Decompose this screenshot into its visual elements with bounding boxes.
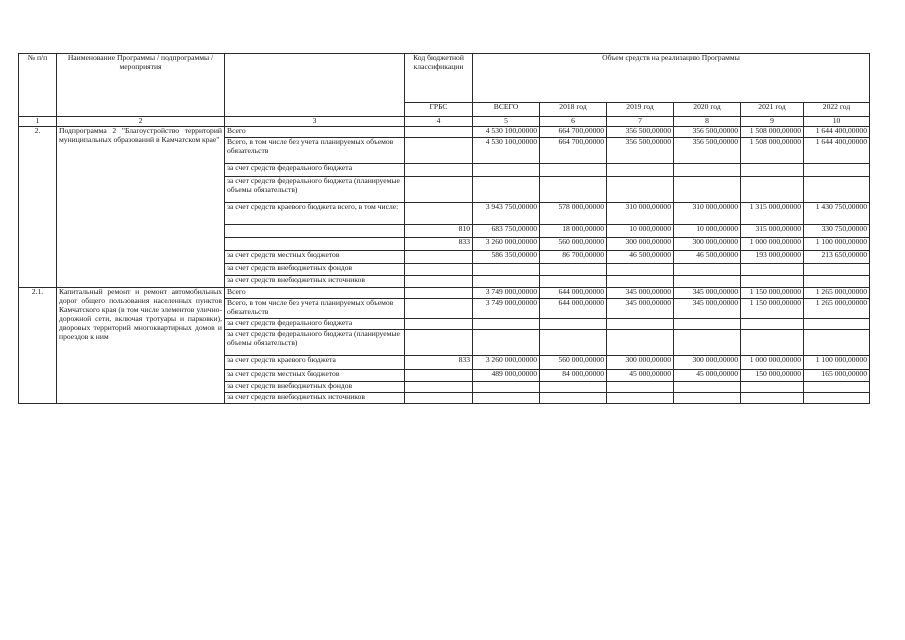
- row-grbs: [405, 138, 473, 164]
- header-empty: [225, 54, 405, 117]
- row-value: [607, 382, 674, 393]
- row-label: за счет средств местных бюджетов: [225, 370, 405, 382]
- row-value: [741, 177, 804, 203]
- row-value: [540, 177, 607, 203]
- header-num: № п/п: [19, 54, 57, 117]
- row-value: [741, 319, 804, 330]
- row-value: [741, 264, 804, 276]
- row-value: 644 000,00000: [540, 288, 607, 299]
- column-number: 9: [741, 117, 804, 127]
- header-name: Наименование Программы / подпрограммы / мероприятия: [57, 54, 225, 117]
- row-grbs: [405, 276, 473, 288]
- header-year: 2020 год: [674, 103, 741, 117]
- row-label: за счет средств федерального бюджета: [225, 164, 405, 177]
- row-value: 1 430 750,00000: [804, 203, 870, 225]
- row-value: 560 000,00000: [540, 356, 607, 370]
- row-value: 10 000,00000: [607, 225, 674, 238]
- row-value: 1 508 000,00000: [741, 127, 804, 138]
- row-value: 560 000,00000: [540, 238, 607, 251]
- row-value: [674, 264, 741, 276]
- row-value: [473, 276, 540, 288]
- row-label: за счет средств краевого бюджета всего, в том числе:: [225, 203, 405, 225]
- row-value: [473, 393, 540, 404]
- row-value: 300 000,00000: [674, 238, 741, 251]
- row-label: за счет средств краевого бюджета: [225, 356, 405, 370]
- row-value: [607, 330, 674, 356]
- row-value: [804, 177, 870, 203]
- row-value: [540, 382, 607, 393]
- row-grbs: [405, 299, 473, 319]
- row-value: 3 260 000,00000: [473, 356, 540, 370]
- row-grbs: [405, 370, 473, 382]
- row-value: [607, 164, 674, 177]
- row-grbs: [405, 264, 473, 276]
- row-grbs: [405, 382, 473, 393]
- row-grbs: [405, 251, 473, 264]
- section-name: Подпрограмма 2 "Благоустройство территорий муниципальных образований в Камчатском крае": [57, 127, 225, 288]
- row-value: [473, 264, 540, 276]
- header-year: 2019 год: [607, 103, 674, 117]
- row-value: [473, 164, 540, 177]
- row-grbs: [405, 393, 473, 404]
- row-value: 300 000,00000: [674, 356, 741, 370]
- row-value: 315 000,00000: [741, 225, 804, 238]
- column-number: 3: [225, 117, 405, 127]
- header-year: 2018 год: [540, 103, 607, 117]
- row-value: [741, 330, 804, 356]
- column-number: 8: [674, 117, 741, 127]
- row-value: 345 000,00000: [607, 288, 674, 299]
- row-value: 1 100 000,00000: [804, 238, 870, 251]
- row-value: 1 644 400,00000: [804, 138, 870, 164]
- row-value: 1 000 000,00000: [741, 356, 804, 370]
- row-value: 1 644 400,00000: [804, 127, 870, 138]
- row-grbs: [405, 319, 473, 330]
- row-value: [607, 177, 674, 203]
- row-value: 1 150 000,00000: [741, 299, 804, 319]
- row-value: 4 530 100,00000: [473, 138, 540, 164]
- row-value: [473, 319, 540, 330]
- row-label: [225, 225, 405, 238]
- row-grbs: [405, 330, 473, 356]
- row-value: 345 000,00000: [674, 299, 741, 319]
- column-number: 2: [57, 117, 225, 127]
- column-number: 10: [804, 117, 870, 127]
- row-value: [674, 319, 741, 330]
- row-value: [607, 264, 674, 276]
- row-grbs: 833: [405, 238, 473, 251]
- row-value: 18 000,00000: [540, 225, 607, 238]
- row-label: за счет средств местных бюджетов: [225, 251, 405, 264]
- program-funding-table: [18, 53, 870, 404]
- row-value: [540, 264, 607, 276]
- row-label: за счет средств федерального бюджета: [225, 319, 405, 330]
- row-value: 86 700,00000: [540, 251, 607, 264]
- row-value: [741, 382, 804, 393]
- section-number: 2.: [19, 127, 57, 288]
- row-value: 310 000,00000: [674, 203, 741, 225]
- row-value: 578 000,00000: [540, 203, 607, 225]
- row-value: 300 000,00000: [607, 356, 674, 370]
- header-code: Код бюджетной классификации: [405, 54, 473, 103]
- row-value: [607, 276, 674, 288]
- row-value: 1 150 000,00000: [741, 288, 804, 299]
- row-label: за счет средств внебюджетных источников: [225, 276, 405, 288]
- header-total: ВСЕГО: [473, 103, 540, 117]
- row-value: [674, 164, 741, 177]
- row-value: [804, 393, 870, 404]
- row-value: 213 650,00000: [804, 251, 870, 264]
- row-value: 3 749 000,00000: [473, 288, 540, 299]
- row-value: [804, 264, 870, 276]
- row-label: за счет средств федерального бюджета (планируемые объемы обязательств): [225, 330, 405, 356]
- row-value: 1 265 000,00000: [804, 299, 870, 319]
- header-volume: Объем средств на реализацию Программы: [473, 54, 870, 103]
- row-value: [674, 393, 741, 404]
- column-number: 6: [540, 117, 607, 127]
- header-year: 2022 год: [804, 103, 870, 117]
- row-value: [473, 177, 540, 203]
- row-label: Всего: [225, 288, 405, 299]
- row-value: 356 500,00000: [674, 127, 741, 138]
- section-number: 2.1.: [19, 288, 57, 404]
- row-value: [741, 393, 804, 404]
- row-value: 165 000,00000: [804, 370, 870, 382]
- row-value: 84 000,00000: [540, 370, 607, 382]
- row-value: 300 000,00000: [607, 238, 674, 251]
- row-value: 4 530 100,00000: [473, 127, 540, 138]
- row-value: [473, 330, 540, 356]
- row-value: [674, 330, 741, 356]
- row-value: 356 500,00000: [607, 138, 674, 164]
- table-row: [19, 127, 870, 138]
- row-value: [741, 276, 804, 288]
- column-number: 4: [405, 117, 473, 127]
- row-value: 150 000,00000: [741, 370, 804, 382]
- row-value: [540, 276, 607, 288]
- row-value: [607, 393, 674, 404]
- row-value: [674, 276, 741, 288]
- row-value: [473, 382, 540, 393]
- section-2: [19, 127, 870, 288]
- row-value: 586 350,00000: [473, 251, 540, 264]
- row-label: за счет средств федерального бюджета (планируемые объемы обязательств): [225, 177, 405, 203]
- row-value: 664 700,00000: [540, 127, 607, 138]
- row-grbs: [405, 164, 473, 177]
- row-value: 10 000,00000: [674, 225, 741, 238]
- row-value: [540, 319, 607, 330]
- row-value: 1 265 000,00000: [804, 288, 870, 299]
- row-value: 1 508 000,00000: [741, 138, 804, 164]
- row-grbs: [405, 177, 473, 203]
- row-value: 3 943 750,00000: [473, 203, 540, 225]
- header-year: 2021 год: [741, 103, 804, 117]
- row-value: [804, 276, 870, 288]
- column-number: 1: [19, 117, 57, 127]
- section-name: Капитальный ремонт и ремонт автомобильных дорог общего пользования населенных пунктов Камчатского края (в том числе элементов улично-дорожной сети, включая тротуары и парковки), дворовых территорий многоквартирных домов и проездов к ним: [57, 288, 225, 404]
- row-value: 489 000,00000: [473, 370, 540, 382]
- row-value: 1 000 000,00000: [741, 238, 804, 251]
- column-number: 5: [473, 117, 540, 127]
- row-grbs: [405, 127, 473, 138]
- table-row: [19, 288, 870, 299]
- row-value: 356 500,00000: [607, 127, 674, 138]
- row-value: [804, 319, 870, 330]
- row-value: 356 500,00000: [674, 138, 741, 164]
- row-value: [741, 164, 804, 177]
- row-value: [540, 330, 607, 356]
- row-value: 46 500,00000: [607, 251, 674, 264]
- row-grbs: [405, 288, 473, 299]
- row-value: 664 700,00000: [540, 138, 607, 164]
- row-value: 310 000,00000: [607, 203, 674, 225]
- row-label: за счет средств внебюджетных источников: [225, 393, 405, 404]
- row-value: [607, 319, 674, 330]
- row-value: 3 749 000,00000: [473, 299, 540, 319]
- row-value: 345 000,00000: [674, 288, 741, 299]
- row-value: 45 000,00000: [674, 370, 741, 382]
- row-value: [540, 393, 607, 404]
- row-label: Всего, в том числе без учета планируемых объемов обязательств: [225, 299, 405, 319]
- row-grbs: 810: [405, 225, 473, 238]
- column-number: 7: [607, 117, 674, 127]
- row-value: 45 000,00000: [607, 370, 674, 382]
- row-label: Всего: [225, 127, 405, 138]
- row-value: [540, 164, 607, 177]
- row-value: [674, 382, 741, 393]
- row-value: 1 315 000,00000: [741, 203, 804, 225]
- row-grbs: 833: [405, 356, 473, 370]
- row-value: 3 260 000,00000: [473, 238, 540, 251]
- row-value: [804, 164, 870, 177]
- row-value: 330 750,00000: [804, 225, 870, 238]
- row-value: 345 000,00000: [607, 299, 674, 319]
- column-number-row: [19, 117, 870, 127]
- row-value: 683 750,00000: [473, 225, 540, 238]
- row-label: Всего, в том числе без учета планируемых объемов обязательств: [225, 138, 405, 164]
- row-value: 1 100 000,00000: [804, 356, 870, 370]
- row-label: [225, 238, 405, 251]
- row-value: [804, 330, 870, 356]
- row-value: [674, 177, 741, 203]
- row-label: за счет средств внебюджетных фондов: [225, 264, 405, 276]
- row-label: за счет средств внебюджетных фондов: [225, 382, 405, 393]
- row-value: [804, 382, 870, 393]
- section-2-1: [19, 288, 870, 404]
- row-value: 193 000,00000: [741, 251, 804, 264]
- header-grbs: ГРБС: [405, 103, 473, 117]
- row-value: 644 000,00000: [540, 299, 607, 319]
- row-grbs: [405, 203, 473, 225]
- header-row-main: [19, 54, 870, 103]
- row-value: 46 500,00000: [674, 251, 741, 264]
